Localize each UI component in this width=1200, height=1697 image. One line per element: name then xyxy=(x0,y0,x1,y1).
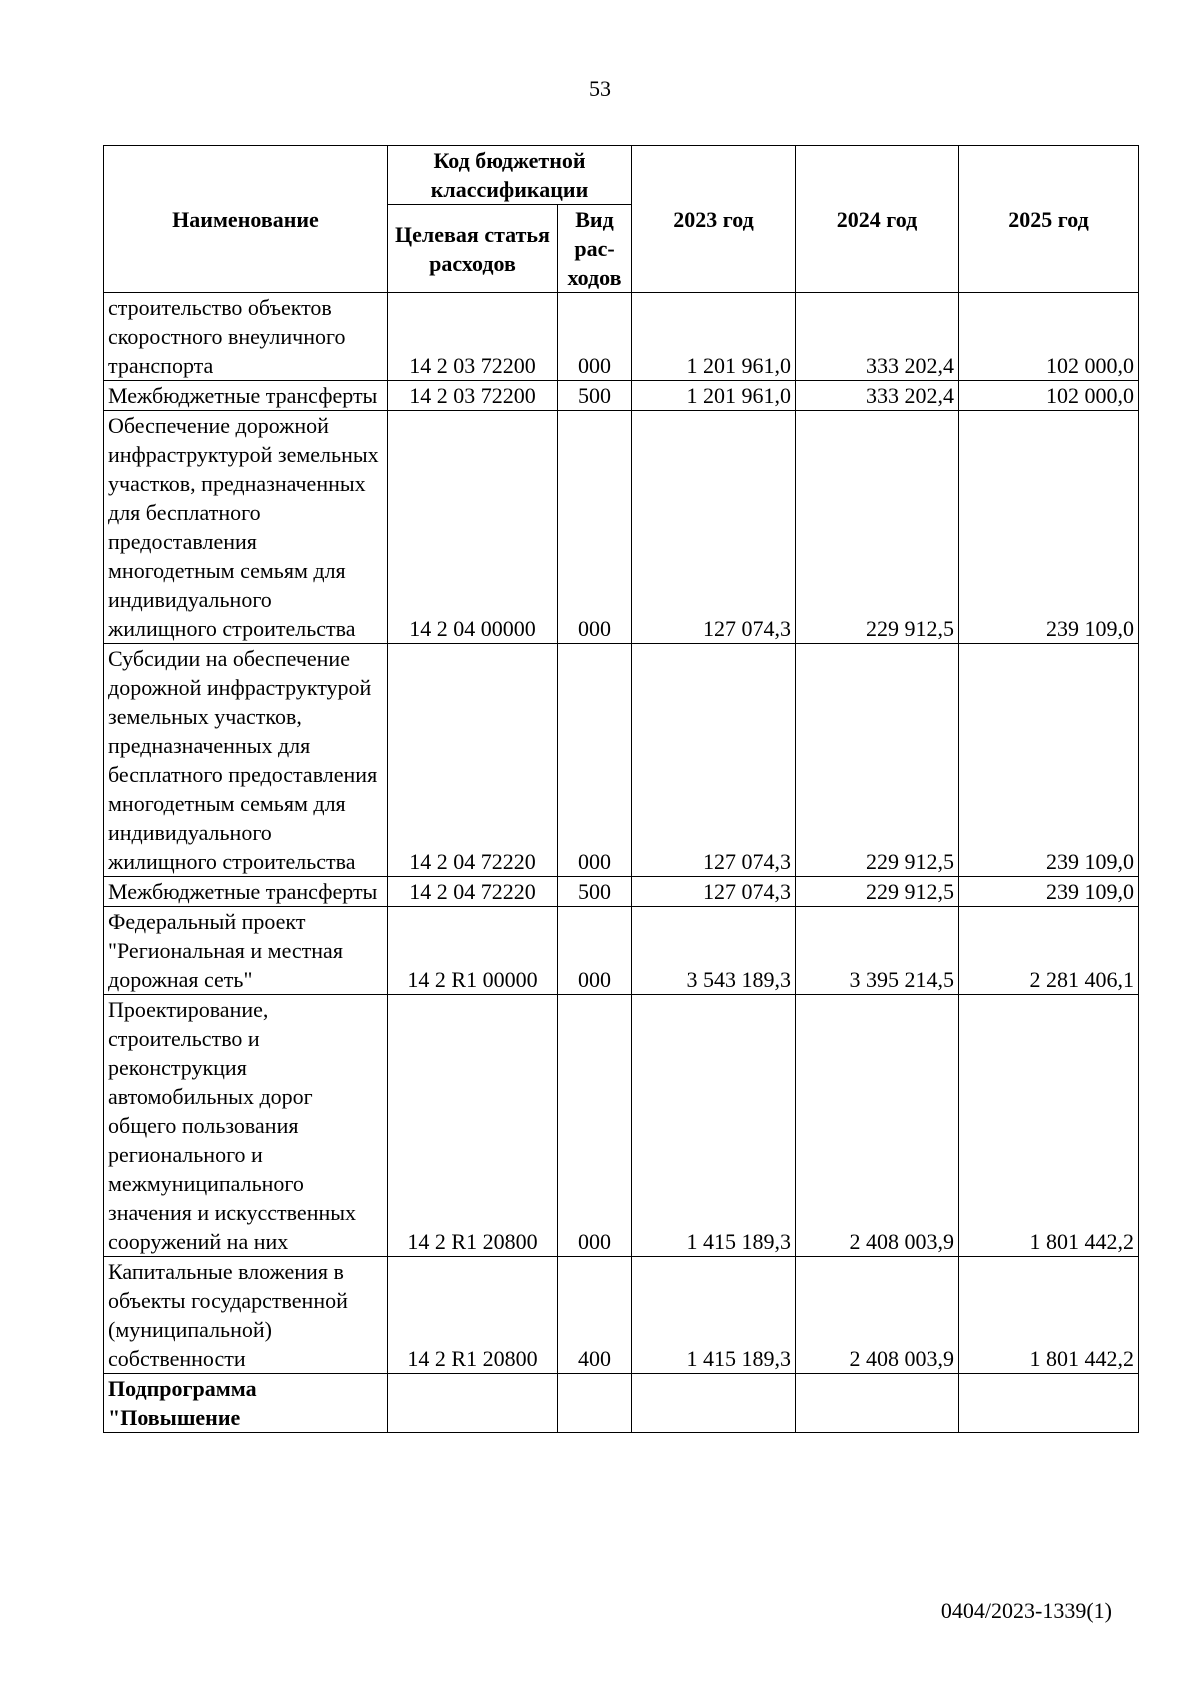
row-target-code: 14 2 R1 20800 xyxy=(388,1257,558,1374)
table-row xyxy=(104,411,1139,644)
row-2023: 1 415 189,3 xyxy=(632,995,796,1257)
row-kind-code: 000 xyxy=(558,644,632,877)
row-name: Федеральный проект "Региональная и местная дорожная сеть" xyxy=(104,907,388,995)
header-2024: 2024 год xyxy=(796,146,959,293)
row-name: Межбюджетные трансферты xyxy=(104,877,388,907)
row-kind-code: 000 xyxy=(558,907,632,995)
document-id: 0404/2023-1339(1) xyxy=(940,1598,1112,1623)
table-body xyxy=(104,293,1139,1433)
row-2023: 1 201 961,0 xyxy=(632,293,796,381)
row-2025: 1 801 442,2 xyxy=(959,995,1139,1257)
row-name: Межбюджетные трансферты xyxy=(104,381,388,411)
row-2024: 2 408 003,9 xyxy=(796,1257,959,1374)
row-2025: 239 109,0 xyxy=(959,877,1139,907)
header-2023: 2023 год xyxy=(632,146,796,293)
row-name: Обеспечение дорожной инфраструктурой земельных участков, предназначенных для бесплатного предоставления многодетным семьям для индивидуального жилищного строительства xyxy=(104,411,388,644)
row-2023 xyxy=(632,1374,796,1433)
row-2025: 1 801 442,2 xyxy=(959,1257,1139,1374)
row-2025: 102 000,0 xyxy=(959,293,1139,381)
row-target-code: 14 2 03 72200 xyxy=(388,381,558,411)
table-row xyxy=(104,1257,1139,1374)
row-2025 xyxy=(959,1374,1139,1433)
table-row xyxy=(104,907,1139,995)
row-target-code xyxy=(388,1374,558,1433)
table-row xyxy=(104,381,1139,411)
row-2024 xyxy=(796,1374,959,1433)
row-kind-code: 500 xyxy=(558,877,632,907)
budget-table xyxy=(103,145,1139,1433)
row-2024: 2 408 003,9 xyxy=(796,995,959,1257)
header-2025: 2025 год xyxy=(959,146,1139,293)
header-kind: Вид рас-ходов xyxy=(558,205,632,293)
row-name: Капитальные вложения в объекты государственной (муниципальной) собственности xyxy=(104,1257,388,1374)
table-row xyxy=(104,1374,1139,1433)
row-2023: 1 201 961,0 xyxy=(632,381,796,411)
row-target-code: 14 2 04 72220 xyxy=(388,644,558,877)
row-2023: 3 543 189,3 xyxy=(632,907,796,995)
row-2023: 127 074,3 xyxy=(632,644,796,877)
row-2023: 1 415 189,3 xyxy=(632,1257,796,1374)
row-2023: 127 074,3 xyxy=(632,877,796,907)
row-kind-code: 000 xyxy=(558,293,632,381)
row-2024: 3 395 214,5 xyxy=(796,907,959,995)
row-2025: 239 109,0 xyxy=(959,411,1139,644)
header-target: Целевая статья расходов xyxy=(388,205,558,293)
header-code-group: Код бюджетной классификации xyxy=(388,146,632,205)
table-row xyxy=(104,644,1139,877)
row-2025: 102 000,0 xyxy=(959,381,1139,411)
row-target-code: 14 2 03 72200 xyxy=(388,293,558,381)
row-target-code: 14 2 R1 00000 xyxy=(388,907,558,995)
row-target-code: 14 2 04 00000 xyxy=(388,411,558,644)
row-2024: 229 912,5 xyxy=(796,411,959,644)
row-name: Субсидии на обеспечение дорожной инфраструктурой земельных участков, предназначенных для бесплатного предоставления многодетным семьям для индивидуального жилищного строительства xyxy=(104,644,388,877)
row-kind-code: 000 xyxy=(558,411,632,644)
row-2024: 229 912,5 xyxy=(796,644,959,877)
row-2024: 333 202,4 xyxy=(796,381,959,411)
table-row xyxy=(104,293,1139,381)
row-2023: 127 074,3 xyxy=(632,411,796,644)
row-target-code: 14 2 04 72220 xyxy=(388,877,558,907)
table-header xyxy=(104,146,1139,293)
row-target-code: 14 2 R1 20800 xyxy=(388,995,558,1257)
row-2025: 239 109,0 xyxy=(959,644,1139,877)
row-2024: 333 202,4 xyxy=(796,293,959,381)
table-row xyxy=(104,877,1139,907)
row-kind-code: 000 xyxy=(558,995,632,1257)
row-kind-code: 400 xyxy=(558,1257,632,1374)
row-kind-code: 500 xyxy=(558,381,632,411)
row-name: Подпрограмма "Повышение xyxy=(104,1374,388,1433)
row-kind-code xyxy=(558,1374,632,1433)
row-name: Проектирование, строительство и реконструкция автомобильных дорог общего пользования регионального и межмуниципального значения и искусственных сооружений на них xyxy=(104,995,388,1257)
row-name: строительство объектов скоростного внеуличного транспорта xyxy=(104,293,388,381)
row-2025: 2 281 406,1 xyxy=(959,907,1139,995)
row-2024: 229 912,5 xyxy=(796,877,959,907)
header-name: Наименование xyxy=(104,146,388,293)
table-row xyxy=(104,995,1139,1257)
page-number: 53 xyxy=(589,76,611,101)
